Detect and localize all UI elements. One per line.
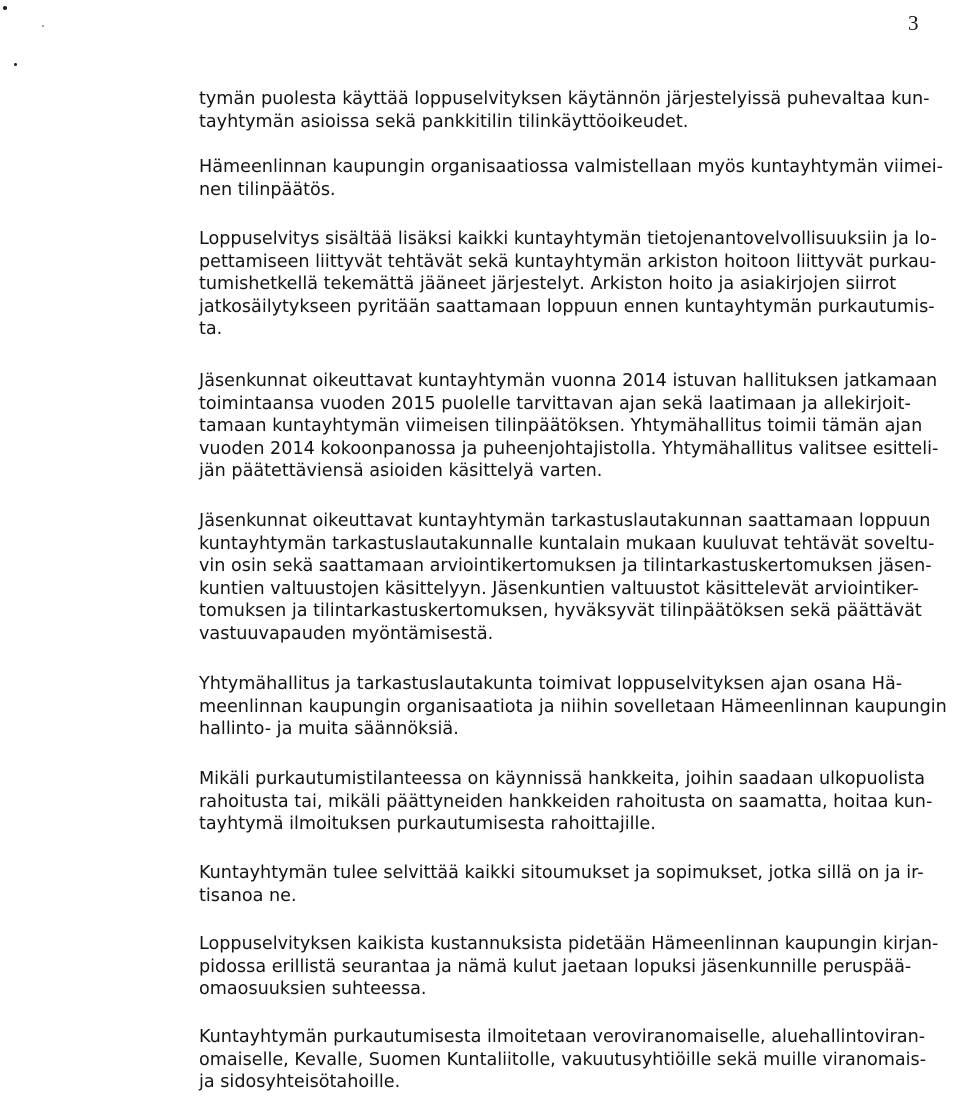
text-line: tayhtymän asioissa sekä pankkitilin tilinkäyttöoikeudet. — [199, 111, 689, 132]
text-line: ja sidosyhteisötahoille. — [199, 1072, 401, 1092]
text-line: kuntien valtuustojen käsittelyyn. Jäsenkuntien valtuustot käsittelevät arviointiker- — [199, 578, 919, 599]
paragraph — [199, 88, 959, 133]
text-line: Kuntayhtymän tulee selvittää kaikki sitoumukset ja sopimukset, jotka sillä on ja ir- — [199, 863, 924, 883]
text-line: tisanoa ne. — [199, 885, 297, 906]
paragraph — [199, 673, 959, 741]
scan-speck — [14, 63, 17, 66]
text-line: pettamiseen liittyvät tehtävät sekä kuntayhtymän arkiston hoitoon liittyvät purkau- — [199, 251, 937, 272]
text-line: ta. — [199, 319, 223, 339]
paragraph — [199, 768, 959, 836]
text-line: Jäsenkunnat oikeuttavat kuntayhtymän vuonna 2014 istuvan hallituksen jatkamaan — [199, 371, 938, 391]
text-line: Mikäli purkautumistilanteessa on käynnissä hankkeita, joihin saadaan ulkopuolista — [199, 769, 926, 789]
text-line: vastuuvapauden myöntämisestä. — [199, 623, 494, 644]
text-line: omaiselle, Kevalle, Suomen Kuntaliitolle, vakuutusyhtiöille sekä muille viranomais- — [199, 1049, 927, 1070]
text-line: tayhtymä ilmoituksen purkautumisesta rahoittajille. — [199, 814, 656, 834]
paragraph — [199, 510, 959, 645]
text-line: Loppuselvitys sisältää lisäksi kaikki kuntayhtymän tietojenantovelvollisuuksiin ja lo- — [199, 229, 937, 249]
text-line: Hämeenlinnan kaupungin organisaatiossa valmistellaan myös kuntayhtymän viimei- — [199, 157, 943, 177]
paragraph — [199, 370, 959, 483]
text-line: vin osin sekä saattamaan arviointikertomuksen ja tilintarkastuskertomuksen jäsen- — [199, 556, 932, 576]
text-line: vuoden 2014 kokoonpanossa ja puheenjohtajistolla. Yhtymähallitus valitsee esitteli- — [199, 438, 939, 459]
text-line: Jäsenkunnat oikeuttavat kuntayhtymän tarkastuslautakunnan saattamaan loppuun — [199, 511, 931, 531]
text-line: Yhtymähallitus ja tarkastuslautakunta toimivat loppuselvityksen ajan osana Hä- — [199, 674, 903, 694]
scan-speck — [42, 25, 44, 27]
scan-speck — [3, 6, 7, 10]
page-number: 3 — [908, 11, 919, 35]
text-line: pidossa erillistä seurantaa ja nämä kulut jaetaan lopuksi jäsenkunnille peruspää- — [199, 956, 912, 977]
paragraph — [199, 1026, 959, 1094]
text-line: nen tilinpäätös. — [199, 179, 336, 200]
paragraph — [199, 933, 959, 1001]
paragraph — [199, 156, 959, 201]
text-line: kuntayhtymän tarkastuslautakunnalle kuntalain mukaan kuuluvat tehtävät soveltu- — [199, 533, 935, 554]
text-line: toimintaansa vuoden 2015 puolelle tarvittavan ajan sekä laatimaan ja allekirjoit- — [199, 393, 911, 414]
paragraph — [199, 862, 959, 907]
paragraph — [199, 228, 959, 341]
text-line: jatkosäilytykseen pyritään saattamaan loppuun ennen kuntayhtymän purkautumis- — [199, 296, 935, 317]
text-line: Loppuselvityksen kaikista kustannuksista pidetään Hämeenlinnan kaupungin kirjan- — [199, 934, 939, 954]
text-line: tomuksen ja tilintarkastuskertomuksen, hyväksyvät tilinpäätöksen sekä päättävät — [199, 601, 922, 621]
text-line: rahoitusta tai, mikäli päättyneiden hankkeiden rahoitusta on saamatta, hoitaa kun- — [199, 791, 933, 812]
text-line: jän päätettäviensä asioiden käsittelyä varten. — [199, 461, 603, 481]
text-line: hallinto- ja muita säännöksiä. — [199, 719, 459, 739]
text-line: tamaan kuntayhtymän viimeisen tilinpäätöksen. Yhtymähallitus toimii tämän ajan — [199, 416, 923, 436]
text-line: Kuntayhtymän purkautumisesta ilmoitetaan veroviranomaiselle, aluehallintoviran- — [199, 1027, 926, 1047]
text-line: meenlinnan kaupungin organisaatiota ja niihin sovelletaan Hämeenlinnan kaupungin — [199, 696, 947, 717]
text-line: tumishetkellä tekemättä jääneet järjestelyt. Arkiston hoito ja asiakirjojen siirrot — [199, 274, 897, 294]
text-line: tymän puolesta käyttää loppuselvityksen käytännön järjestelyissä puhevaltaa kun- — [199, 89, 930, 109]
text-line: omaosuuksien suhteessa. — [199, 979, 427, 999]
